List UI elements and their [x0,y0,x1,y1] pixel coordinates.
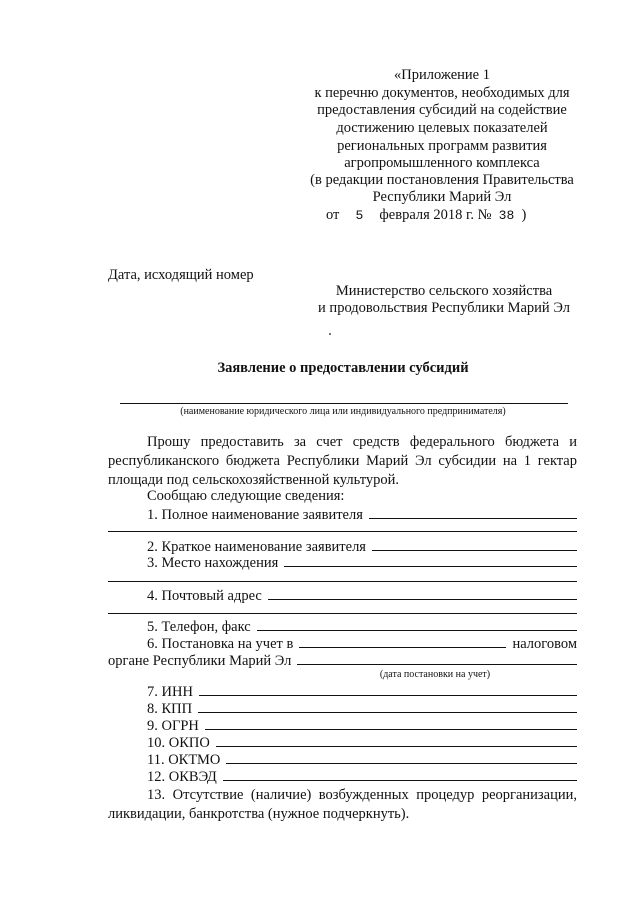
date-day: 5 [355,208,364,223]
tax-reg-date-input-line[interactable] [297,651,577,665]
appendix-line-5: региональных программ развития [337,138,547,154]
location-label: 3. Место нахождения [147,555,279,571]
phone-input-line[interactable] [257,617,577,631]
okpo-input-line[interactable] [216,733,577,747]
field-full-name [147,505,577,524]
applicant-name-line[interactable] [120,403,568,404]
okved-input-line[interactable] [223,767,577,781]
field-okved [147,767,577,786]
recipient-line-2: и продовольствия Республики Марий Эл [318,300,570,316]
field-tax-registration-line2 [108,651,577,670]
postal-input-line[interactable] [268,586,577,600]
date-suffix: ) [521,207,527,223]
sender-label: Дата, исходящий номер [108,267,254,283]
ogrn-label: 9. ОГРН [147,718,199,734]
tax-reg-label: 6. Постановка на учет в [147,636,294,652]
appendix-date-line [326,206,526,225]
appendix-line-4: достижению целевых показателей [336,120,548,136]
postal-label: 4. Почтовый адрес [147,588,262,604]
full-name-continuation-line[interactable] [108,531,577,532]
tax-reg-suffix: налоговом [512,636,577,652]
date-prefix: от [326,207,340,223]
document-title: Заявление о предоставлении субсидий [217,360,469,376]
date-number: 38 [498,208,515,223]
ogrn-input-line[interactable] [205,716,577,730]
item13-line-1: 13. Отсутствие (наличие) возбужденных процедур реорганизации, [147,787,577,803]
okpo-label: 10. ОКПО [147,735,210,751]
scan-speck [329,333,331,335]
appendix-line-3: предоставления субсидий на содействие [317,102,567,118]
item13-line-2: ликвидации, банкротства (нужное подчеркнуть). [108,806,410,822]
okved-label: 12. ОКВЭД [147,769,217,785]
full-name-label: 1. Полное наименование заявителя [147,507,363,523]
appendix-line-2: к перечню документов, необходимых для [314,85,570,101]
short-name-label: 2. Краткое наименование заявителя [147,539,366,555]
field-postal [147,586,577,605]
phone-label: 5. Телефон, факс [147,619,251,635]
inn-input-line[interactable] [199,682,577,696]
applicant-caption: (наименование юридического лица или индивидуального предпринимателя) [180,406,506,417]
inn-label: 7. ИНН [147,684,193,700]
full-name-input-line[interactable] [369,505,577,519]
intro-line-1: Прошу предоставить за счет средств федерального бюджета и [147,434,577,450]
appendix-line-6: агропромышленного комплекса [344,155,540,171]
info-lead: Сообщаю следующие сведения: [147,488,345,504]
postal-continuation-line[interactable] [108,613,577,614]
appendix-line-8: Республики Марий Эл [372,189,512,205]
kpp-label: 8. КПП [147,701,193,717]
date-month-year: февраля 2018 г. № [379,207,492,223]
tax-reg-caption: (дата постановки на учет) [379,669,491,680]
field-location [147,553,577,572]
location-continuation-line[interactable] [108,581,577,582]
location-input-line[interactable] [284,553,577,567]
recipient-line-1: Министерство сельского хозяйства [335,283,553,299]
tax-reg-line2-label: органе Республики Марий Эл [108,653,292,669]
short-name-input-line[interactable] [372,537,577,551]
tax-office-input-line[interactable] [299,634,506,648]
field-item-13 [108,786,577,824]
intro-line-3: площади под сельскохозяйственной культурой. [108,472,399,488]
intro-paragraph [108,433,577,490]
oktmo-input-line[interactable] [226,750,577,764]
appendix-line-7: (в редакции постановления Правительства [310,172,574,188]
intro-line-2: республиканского бюджета Республики Марий Эл субсидии на 1 гектар [108,453,577,469]
appendix-line-1: «Приложение 1 [394,67,490,83]
oktmo-label: 11. ОКТМО [147,752,221,768]
kpp-input-line[interactable] [198,699,577,713]
